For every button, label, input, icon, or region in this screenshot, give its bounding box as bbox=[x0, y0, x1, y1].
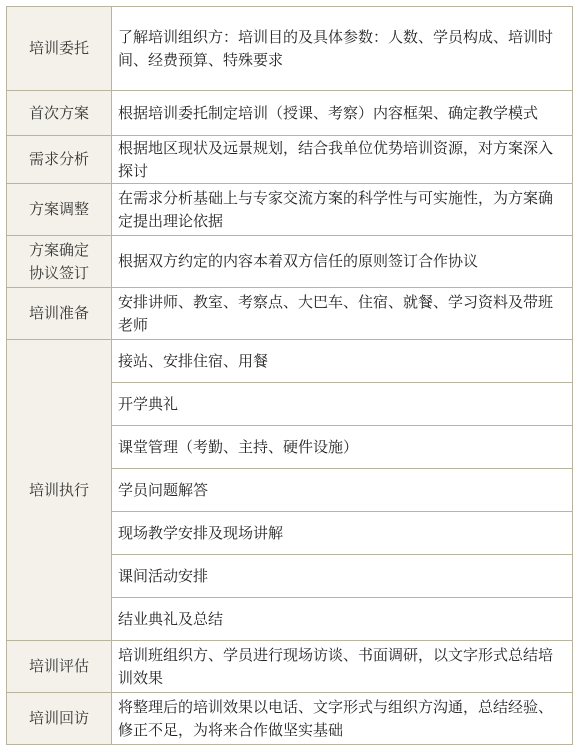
description-cell: 培训班组织方、学员进行现场访谈、书面调研，以文字形式总结培训效果 bbox=[112, 641, 573, 693]
description-cell: 将整理后的培训效果以电话、文字形式与组织方沟通，总结经验、修正不足，为将来合作做坚实基础 bbox=[112, 693, 573, 745]
stage-cell: 首次方案 bbox=[7, 91, 112, 136]
table-row bbox=[7, 7, 573, 91]
stage-label-line: 协议签订 bbox=[28, 263, 89, 282]
description-cell: 安排讲师、教室、考察点、大巴车、住宿、就餐、学习资料及带班老师 bbox=[112, 288, 573, 340]
table-row bbox=[7, 136, 573, 184]
execution-item: 学员问题解答 bbox=[112, 469, 573, 512]
training-process-table bbox=[6, 6, 573, 745]
stage-cell: 培训回访 bbox=[7, 693, 112, 745]
stage-cell: 需求分析 bbox=[7, 136, 112, 184]
table-row bbox=[7, 236, 573, 288]
description-cell: 在需求分析基础上与专家交流方案的科学性与可实施性，为方案确定提出理论依据 bbox=[112, 184, 573, 236]
stage-cell: 方案调整 bbox=[7, 184, 112, 236]
execution-item: 接站、安排住宿、用餐 bbox=[112, 340, 573, 383]
stage-cell: 培训准备 bbox=[7, 288, 112, 340]
execution-item: 课堂管理（考勤、主持、硬件设施） bbox=[112, 426, 573, 469]
execution-item: 现场教学安排及现场讲解 bbox=[112, 512, 573, 555]
execution-item: 结业典礼及总结 bbox=[112, 598, 573, 641]
execution-item: 开学典礼 bbox=[112, 383, 573, 426]
stage-label-line: 方案确定 bbox=[28, 240, 89, 259]
table-row bbox=[7, 91, 573, 136]
description-cell: 了解培训组织方：培训目的及具体参数：人数、学员构成、培训时间、经费预算、特殊要求 bbox=[112, 7, 573, 91]
table-row bbox=[7, 641, 573, 693]
description-cell: 根据地区现状及远景规划，结合我单位优势培训资源，对方案深入探讨 bbox=[112, 136, 573, 184]
description-cell: 根据双方约定的内容本着双方信任的原则签订合作协议 bbox=[112, 236, 573, 288]
table-row bbox=[7, 340, 573, 383]
table-row bbox=[7, 693, 573, 745]
table-row bbox=[7, 184, 573, 236]
stage-cell: 培训委托 bbox=[7, 7, 112, 91]
stage-cell: 培训执行 bbox=[7, 340, 112, 641]
stage-cell: 培训评估 bbox=[7, 641, 112, 693]
execution-item: 课间活动安排 bbox=[112, 555, 573, 598]
table-row bbox=[7, 288, 573, 340]
description-cell: 根据培训委托制定培训（授课、考察）内容框架、确定教学模式 bbox=[112, 91, 573, 136]
stage-cell bbox=[7, 236, 112, 288]
